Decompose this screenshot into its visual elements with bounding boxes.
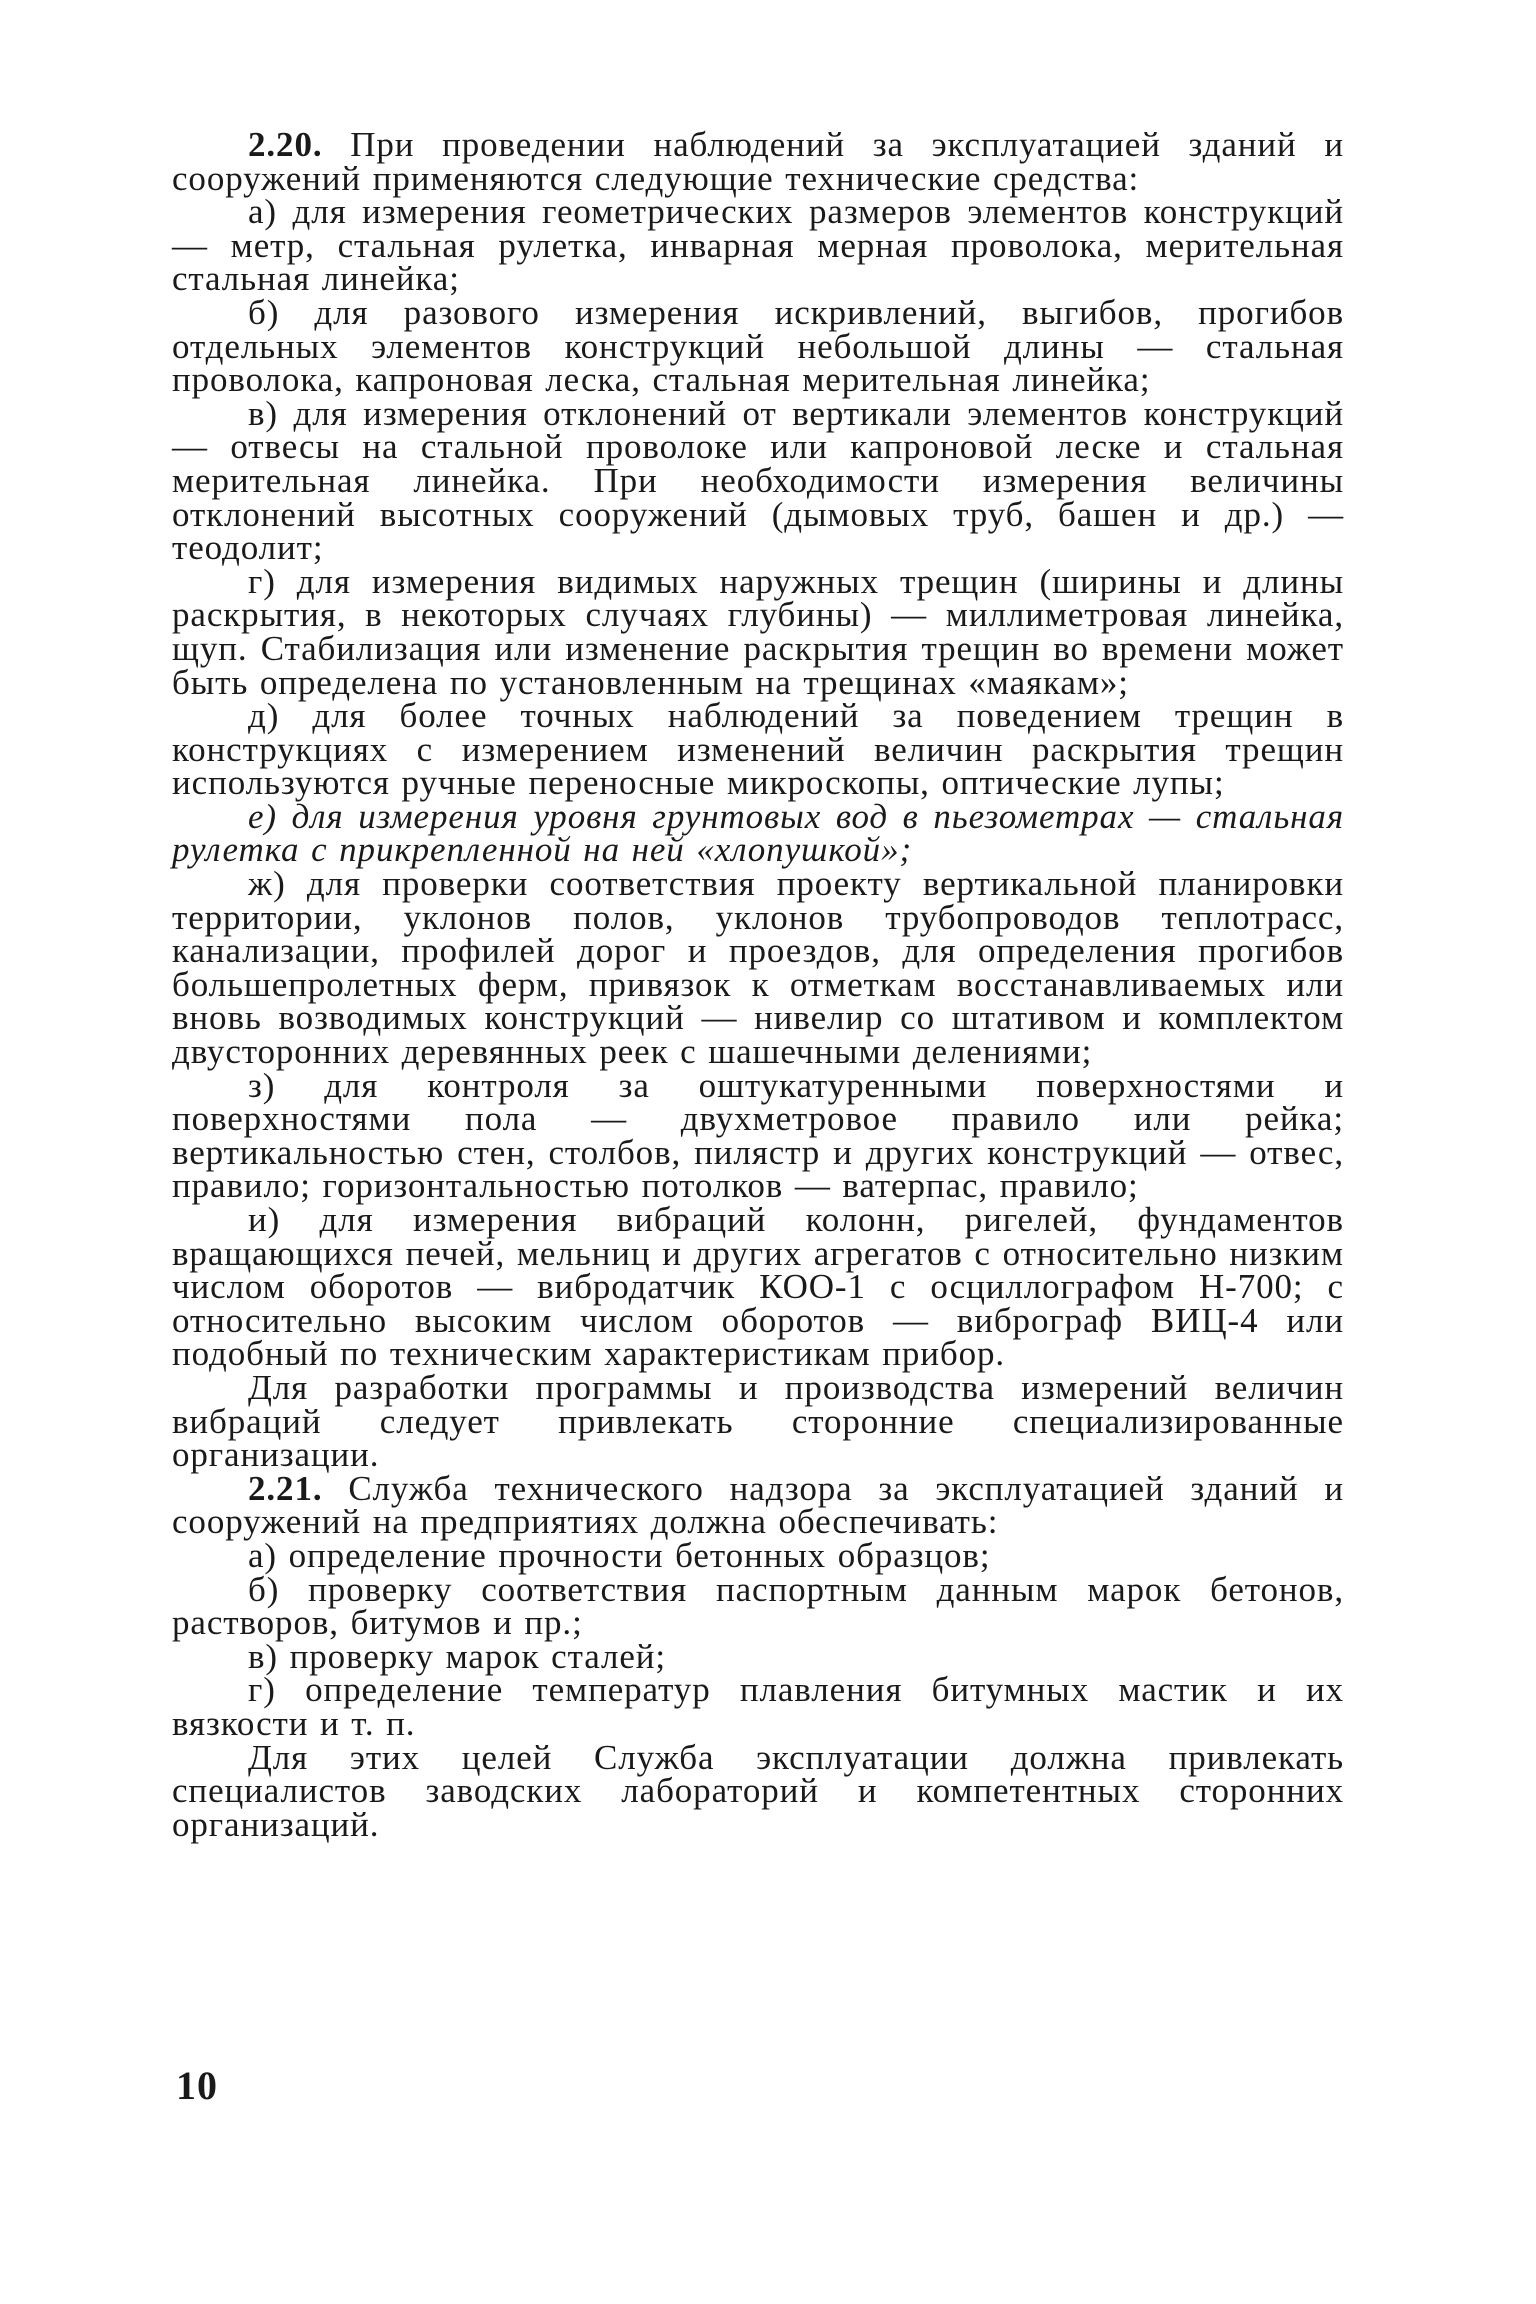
list-item-v-2: в) проверку марок сталей; [248,1636,667,1676]
list-item-a-2: а) определение прочности бетонных образцов; [248,1535,991,1575]
paragraph-text: Служба технического надзора за эксплуатацией зданий и сооружений на предприятиях должна обеспечивать: [172,1468,1344,1542]
list-item-i: и) для измерения вибраций колонн, ригелей, фундаментов вращающихся печей, мельниц и других агрегатов с относительно низким числом оборотов — вибродатчик КОО-1 с осциллографом Н-700; с относительно высоким числом оборотов — виброграф ВИЦ-4 или подобный по техническим характеристикам прибор. [172,1200,1344,1374]
paragraph-2-20 [172,125,1344,198]
paragraph-vibration-note: Для разработки программы и производства измерений величин вибраций следует привлекать сторонние специализированные организации. [172,1367,1344,1475]
list-item-d: д) для более точных наблюдений за поведением трещин в конструкциях с измерением изменений величин раскрытия трещин используются ручные переносные микроскопы, оптические лупы; [172,696,1344,803]
list-item-g: г) для измерения видимых наружных трещин (ширины и длины раскрытия, в некоторых случаях глубины) — миллиметровая линейка, щуп. Стабилизация или изменение раскрытия трещин во времени может быть определена по установленным на трещинах «маякам»; [172,561,1344,702]
list-item-z: з) для контроля за оштукатуренными поверхностями и поверхностями пола — двухметровое правило или рейка; вертикальностью стен, столбов, пилястр и других конструкций — отвес, правило; горизонтальностью потолков — ватерпас, правило; [172,1065,1344,1206]
section-number: 2.21. [248,1468,323,1508]
list-item-a: а) для измерения геометрических размеров элементов конструкций — метр, стальная рулетка, инварная мерная проволока, мерительная стальная линейка; [172,192,1344,299]
page-number: 10 [176,2063,218,2108]
list-item-e: е) для измерения уровня грунтовых вод в пьезометрах — стальная рулетка с прикрепленной на ней «хлопушкой»; [172,796,1344,870]
list-item-b: б) для разового измерения искривлений, выгибов, прогибов отдельных элементов конструкций небольшой длины — стальная проволока, капроновая леска, стальная мерительная линейка; [172,292,1344,400]
paragraph-2-21 [172,1468,1344,1542]
list-item-v: в) для измерения отклонений от вертикали элементов конструкций — отвесы на стальной проволоке или капроновой леске и стальная мерительная линейка. При необходимости измерения величины отклонений высотных сооружений (дымовых труб, башен и др.) — теодолит; [172,393,1344,568]
paragraph-closing: Для этих целей Служба эксплуатации должна привлекать специалистов заводских лабораторий и компетентных сторонних организаций. [172,1737,1344,1844]
paragraph-text: При проведении наблюдений за эксплуатацией зданий и сооружений применяются следующие технические средства: [172,125,1344,198]
list-item-b-2: б) проверку соответствия паспортным данным марок бетонов, растворов, битумов и пр.; [172,1569,1344,1643]
list-item-zh: ж) для проверки соответствия проекту вертикальной планировки территории, уклонов полов, уклонов трубопроводов теплотрасс, канализации, профилей дорог и проездов, для определения прогибов большепролетных ферм, привязок к отметкам восстанавливаемых или вновь возводимых конструкций — нивелир со штативом и комплектом двусторонних деревянных реек с шашечными делениями; [172,864,1344,1072]
body-text [172,125,1344,1844]
list-item-g-2: г) определение температур плавления битумных мастик и их вязкости и т. п. [172,1670,1344,1743]
section-number: 2.20. [248,125,323,164]
